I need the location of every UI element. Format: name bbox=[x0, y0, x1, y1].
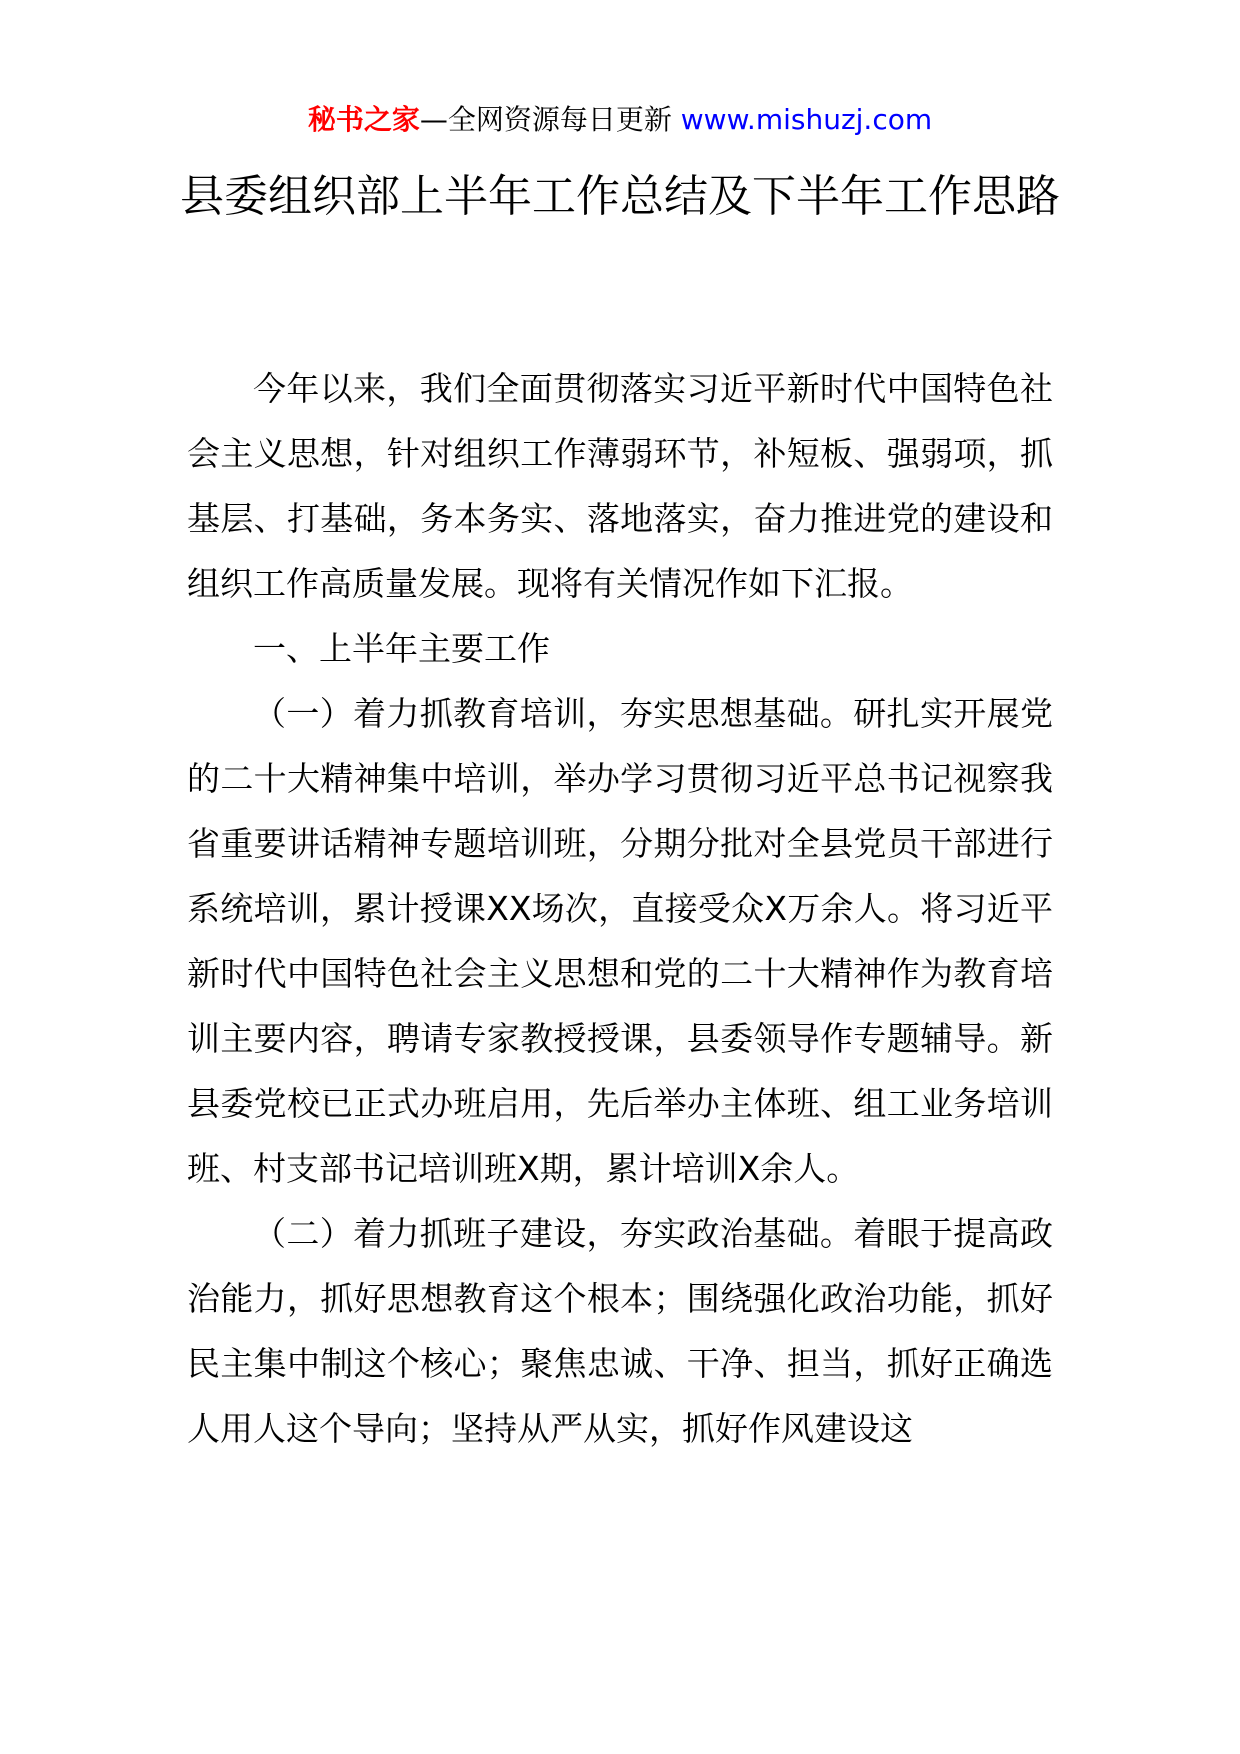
intro-paragraph: 今年以来，我们全面贯彻落实习近平新时代中国特色社会主义思想，针对组织工作薄弱环节，补短板、强弱项，抓基层、打基础，务本务实、落地落实，奋力推进党的建设和组织工作高质量发展。现将有关情况作如下汇报。 bbox=[187, 369, 1053, 603]
site-url-link[interactable]: www.mishuzj.com bbox=[680, 103, 933, 136]
section-heading: 一、上半年主要工作 bbox=[253, 629, 550, 668]
site-banner bbox=[0, 100, 1240, 140]
document-title: 县委组织部上半年工作总结及下半年工作思路 bbox=[180, 171, 1060, 222]
site-brand-name: 秘书之家 bbox=[307, 103, 420, 136]
document-body bbox=[187, 356, 1053, 1461]
body-paragraph: （二）着力抓班子建设，夯实政治基础。着眼于提高政治能力，抓好思想教育这个根本；围绕强化政治功能，抓好民主集中制这个核心；聚焦忠诚、干净、担当，抓好正确选人用人这个导向；坚持从严从实，抓好作风建设这 bbox=[187, 1214, 1053, 1448]
body-paragraph: （一）着力抓教育培训，夯实思想基础。研扎实开展党的二十大精神集中培训，举办学习贯彻习近平总书记视察我省重要讲话精神专题培训班，分期分批对全县党员干部进行系统培训，累计授课XX场次，直接受众X万余人。将习近平新时代中国特色社会主义思想和党的二十大精神作为教育培训主要内容，聘请专家教授授课，县委领导作专题辅导。新县委党校已正式办班启用，先后举办主体班、组工业务培训班、村支部书记培训班X期，累计培训X余人。 bbox=[187, 694, 1053, 1188]
site-tagline: —全网资源每日更新 bbox=[419, 103, 681, 136]
